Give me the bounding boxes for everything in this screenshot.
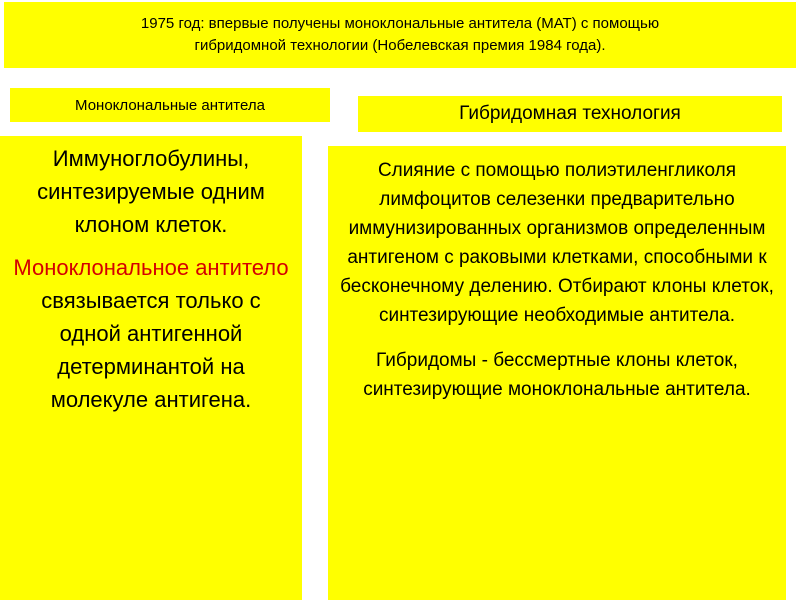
highlight-text: Моноклональное антитело [13,255,289,280]
left-section-label: Моноклональные антитела [10,88,330,122]
fusion-paragraph: Слияние с помощью полиэтиленгликоля лимфоцитов селезенки предварительно иммунизированных организмов определенным антигеном с раковыми клетками, способными к бесконечному делению. Отбирают клоны клеток, синтезирующие необходимые антитела. [340,160,774,326]
continuation-text: связывается только с одной антигенной детерминантой на молекуле антигена. [41,288,261,412]
left-panel [0,136,302,600]
slide-title [4,2,796,68]
title-line-1: 1975 год: впервые получены моноклональные антитела (МАТ) с помощью [140,15,660,32]
title-line-2: гибридомной технологии (Нобелевская премия 1984 года). [194,37,606,54]
hybridoma-paragraph: Гибридомы - бессмертные клоны клеток, синтезирующие моноклональные антитела. [363,350,751,400]
definition-text: Иммуноглобулины, синтезируемые одним клоном клеток. [37,146,265,237]
right-section-label: Гибридомная технология [358,96,782,132]
right-panel [328,146,786,600]
